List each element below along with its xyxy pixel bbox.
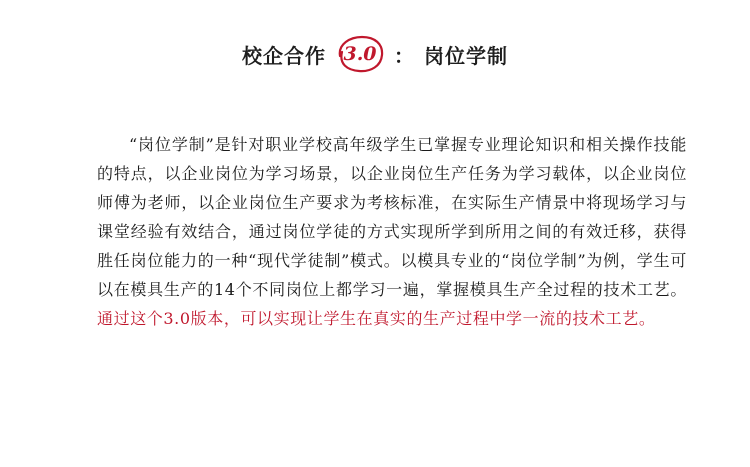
paragraph-highlight-text: 通过这个3.0版本，可以实现让学生在真实的生产过程中学一流的技术工艺。 — [97, 309, 656, 328]
version-badge — [334, 34, 386, 74]
badge-text: 3.0 — [343, 43, 377, 65]
page-title — [0, 34, 750, 74]
paragraph-main-text: “岗位学制”是针对职业学校高年级学生已掌握专业理论知识和相关操作技能的特点，以企业岗位为学习场景，以企业岗位生产任务为学习载体，以企业岗位师傅为老师，以企业岗位生产要求为考核标准，在实际生产情景中将现场学习与课堂经验有效结合，通过岗位学徒的方式实现所学到所用之间的有效迁移，获得胜任岗位能力的一种“现代学徒制”模式。以模具专业的“岗位学制”为例，学生可以在模具生产的14个不同岗位上都学习一遍，掌握模具生产全过程的技术工艺。 — [97, 135, 687, 299]
title-colon: ： — [394, 43, 414, 68]
title-right: 岗位学制 — [424, 43, 508, 68]
title-left: 校企合作 — [242, 43, 326, 68]
body-paragraph — [97, 130, 687, 333]
